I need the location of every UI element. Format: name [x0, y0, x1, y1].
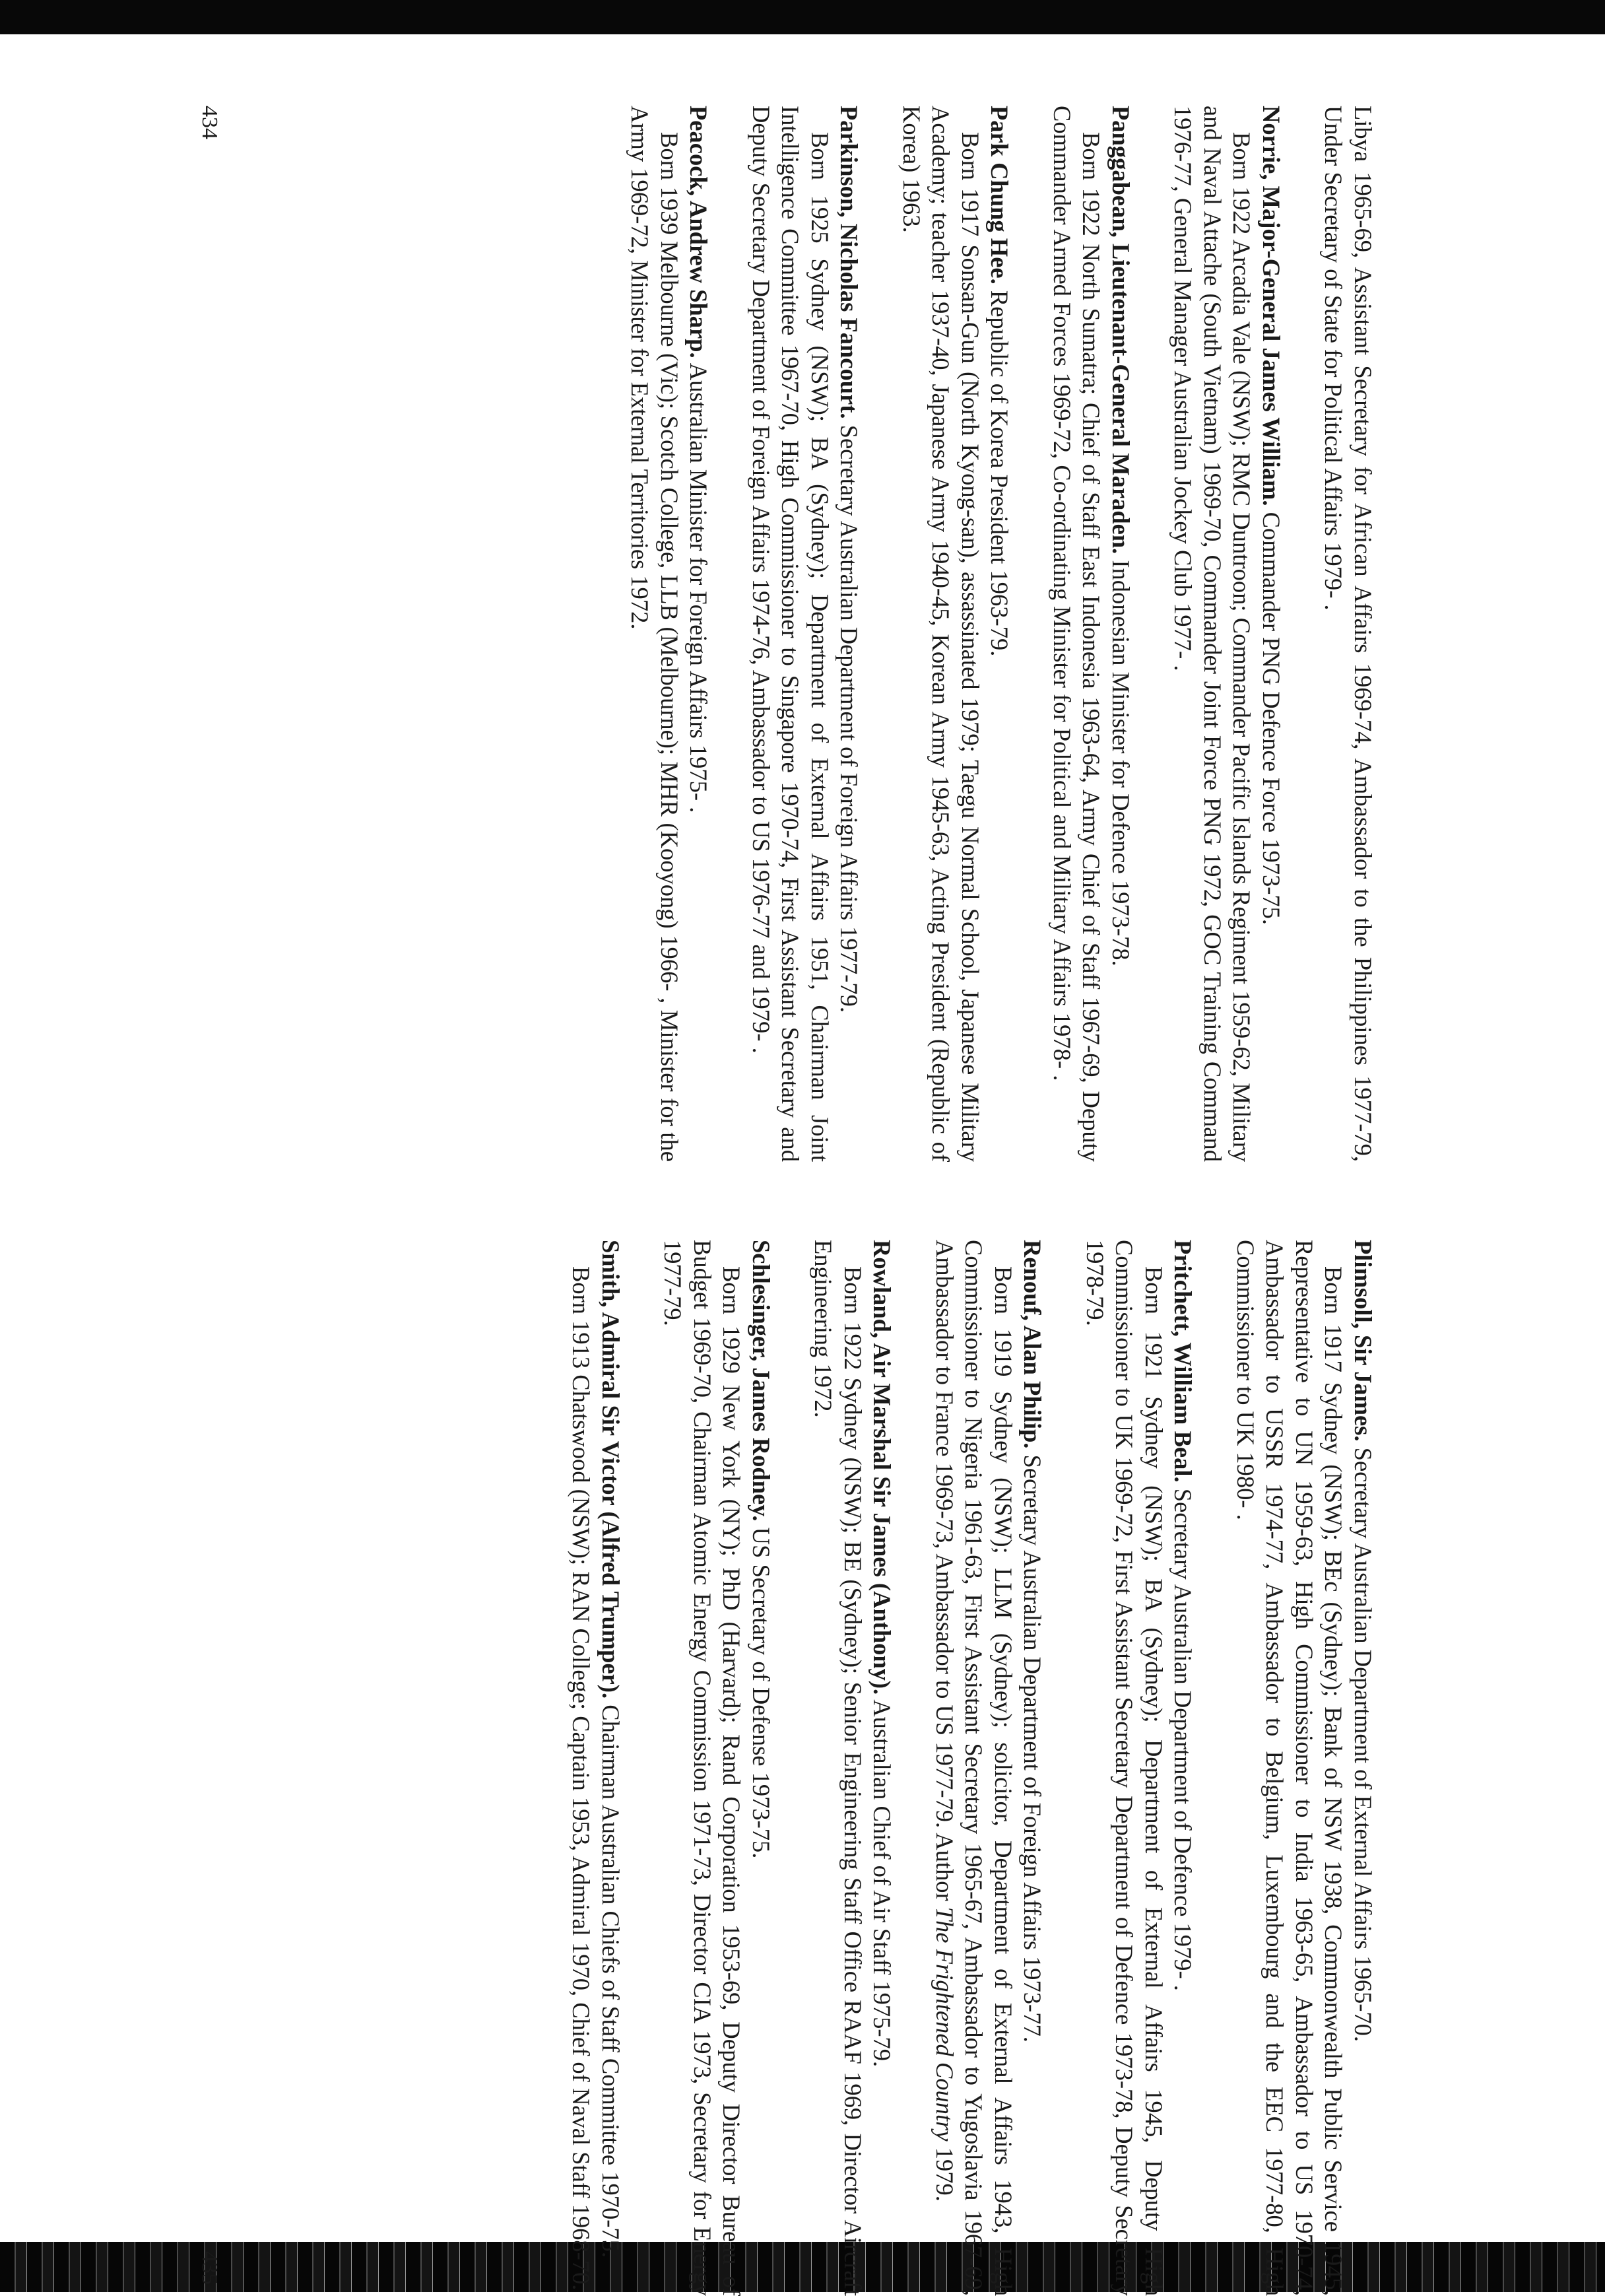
entry-park — [897, 106, 1014, 1162]
entry-plimsoll — [1231, 1240, 1378, 2296]
entry-bio: Born 1913 Chatswood (NSW); RAN College; Captain 1953, Admiral 1970, Chief of Naval Staff 1968-70. — [568, 1266, 595, 2291]
right-page — [242, 1240, 1377, 2296]
entry-bio: Born 1922 North Sumatra; Chief of Staff East Indonesia 1963-64, Army Chief of Staff 1967-69, Deputy Commander Armed Forces 1969-72, Co-ordinating Minister for Political and Military Affairs 1978- . — [1049, 106, 1105, 1162]
entry-description: Australian Minister for Foreign Affairs 1975- . — [685, 362, 713, 813]
entry-description: Chairman Australian Chiefs of Staff Committee 1970-75. — [597, 1705, 624, 2258]
continuation-text: Libya 1965-69, Assistant Secretary for African Affairs 1969-74, Ambassador to the Philippines 1977-79, Under Secretary of State for Political Affairs 1979- . — [1320, 106, 1377, 1162]
entry-name: Rowland, Air Marshal Sir James (Anthony). — [868, 1240, 896, 1695]
entry-description: Australian Chief of Air Staff 1975-79. — [868, 1699, 896, 2068]
entry-peacock — [625, 106, 713, 1162]
page-number-right: 435 — [197, 2251, 222, 2285]
entry-name: Norrie, Major-General James William. — [1258, 106, 1285, 506]
entry-name: Peacock, Andrew Sharp. — [685, 106, 713, 358]
left-page — [242, 106, 1377, 1162]
entry-name: Park Chung Hee. — [986, 106, 1014, 285]
entry-description: US Secretary of Defense 1973-75. — [748, 1527, 775, 1859]
entry-rowland — [808, 1240, 897, 2296]
entry-name: Plimsoll, Sir James. — [1350, 1240, 1377, 1442]
entry-bio: Born 1917 Sydney (NSW); BEc (Sydney); Bank of NSW 1938, Commonwealth Public Service 1945, Representative to UN 1959-63, High Commissioner to India 1963-65, Ambassador to US 1970-74, Ambassador to USSR 1974-77, Ambassador to Belgium, Luxembourg and the EEC 1977-80, High Commissioner to UK 1980- . — [1232, 1240, 1348, 2296]
entry-name: Pritchett, William Beal. — [1169, 1240, 1197, 1483]
entry-bio: Born 1925 Sydney (NSW); BA (Sydney); Department of External Affairs 1951, Chairman Joint Intelligence Committee 1967-70, High Commissioner to Singapore 1970-74, First Assistant Secretary and Deputy Secretary Department of Foreign Affairs 1974-76, Ambassador to US 1976-77 and 1979- . — [748, 106, 834, 1162]
entry-bio: Born 1939 Melbourne (Vic); Scotch College, LLB (Melbourne); MHR (Kooyong) 1966- , Minister for the Army 1969-72, Minister for External Territories 1972. — [626, 106, 683, 1162]
entry-bio: Born 1921 Sydney (NSW); BA (Sydney); Department of External Affairs 1945, Deputy High Commissioner to UK 1969-72, First Assistant Secretary Department of Defence 1973-78, Deputy Secretary 1978-79. — [1082, 1240, 1167, 2296]
entry-pritchett — [1080, 1240, 1198, 2296]
entry-description: Commander PNG Defence Force 1973-75. — [1258, 512, 1285, 926]
entry-bio: Born 1922 Sydney (NSW); BE (Sydney); Senior Engineering Staff Office RAAF 1969, Director Aircraft Engineering 1972. — [810, 1240, 867, 2296]
entry-description: Indonesian Minister for Defence 1973-78. — [1107, 560, 1134, 966]
entry-name: Panggabean, Lieutenant-General Maraden. — [1107, 106, 1134, 555]
entry-norrie — [1168, 106, 1286, 1162]
entry-schlesinger — [658, 1240, 775, 2296]
entry-name: Schlesinger, James Rodney. — [748, 1240, 775, 1522]
entry-description: Republic of Korea President 1963-79. — [986, 290, 1014, 657]
entry-name: Parkinson, Nicholas Fancourt. — [835, 106, 863, 419]
entry-bio-text-end: 1979. — [931, 2141, 958, 2202]
entry-bio — [930, 1240, 1018, 2296]
entry-renouf — [930, 1240, 1047, 2296]
book-title: The Frightened Country — [931, 1907, 958, 2142]
entry-description: Secretary Australian Department of Defence 1979- . — [1169, 1488, 1197, 1991]
entry-smith — [566, 1240, 625, 2296]
entry-name: Renouf, Alan Philip. — [1019, 1240, 1047, 1449]
entry-description: Secretary Australian Department of Foreign Affairs 1973-77. — [1019, 1454, 1047, 2043]
entry-description: Secretary Australian Department of External Affairs 1965-70. — [1350, 1447, 1377, 2043]
entry-panggabean — [1047, 106, 1136, 1162]
entry-bio: Born 1929 New York (NY); PhD (Harvard); Rand Corporation 1953-69, Deputy Director Bureau of Budget 1969-70, Chairman Atomic Energy Commission 1971-73, Director CIA 1973, Secretary for Energy 1977-79. — [659, 1240, 746, 2296]
entry-parkinson — [746, 106, 864, 1162]
entry-bio-text: Born 1919 Sydney (NSW); LLM (Sydney); solicitor, Department of External Affairs 1943, High Commissioner to Nigeria 1961-63, First Assistant Secretary 1965-67, Ambassador to Yugoslavia 1967-69, Ambassador to France 1969-73, Ambassador to US 1977-79. Author — [931, 1240, 1017, 2296]
entry-bio: Born 1922 Arcadia Vale (NSW); RMC Duntroon; Commander Pacific Islands Regiment 1959-62, Military and Naval Attache (South Vietnam) 1969-70, Commander Joint Force PNG 1972, GOC Training Command 1976-77, General Manager Australian Jockey Club 1977- . — [1169, 106, 1256, 1162]
page-number-left: 434 — [197, 106, 222, 139]
entry-name: Smith, Admiral Sir Victor (Alfred Trumper). — [597, 1240, 624, 1699]
entry-description: Secretary Australian Department of Foreign Affairs 1977-79. — [835, 424, 863, 1013]
entry-bio: Born 1917 Sonsan-Gun (North Kyong-san), assassinated 1979; Taegu Normal School, Japanese Military Academy; teacher 1937-40, Japanese Army 1940-45, Korean Army 1945-63, Acting President (Republic of Korea) 1963. — [898, 106, 984, 1162]
